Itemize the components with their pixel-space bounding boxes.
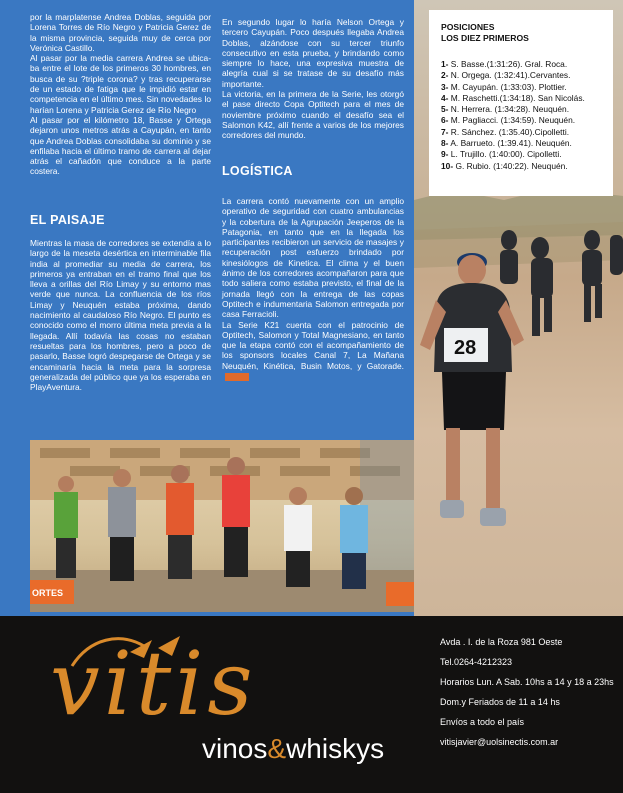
vitis-phone: Tel.0264-4212323: [440, 657, 513, 667]
position-item: 4- M. Raschetti.(1:34:18). San Nicolás.: [441, 92, 585, 103]
vitis-logo: vitis: [50, 632, 257, 735]
positions-title: POSICIONES LOS DIEZ PRIMEROS: [441, 22, 529, 43]
vitis-address: Avda . I. de la Roza 981 Oeste: [440, 637, 563, 647]
position-item: 7- R. Sánchez. (1:35.40).Cipolletti.: [441, 126, 570, 137]
article-paragraph: por la marplatense Andrea Doblas, seguida por Lorena Torres de Río Negro y Patricia Gerez de la misma provincia, seguida muy de cerca por Verónica Castillo.: [30, 12, 211, 53]
end-mark: [225, 373, 249, 381]
podium-banner-text: ORTES: [32, 588, 64, 598]
position-item: 3- M. Cayupán. (1:33:03). Plottier.: [441, 81, 567, 92]
vitis-contact-info: [440, 636, 618, 756]
bib-number: 28: [454, 337, 477, 359]
article-paragraph: Mientras la masa de corredores se extendía a lo largo de la meseta desértica en interminable fila india al promediar su media de carrera, los primeros ya entraban en el tramo final que los lleva a orillas del Río Limay y su entorno mas verde que nunca. La confluencia de los ríos Limay y Neuquén estaba próxima, dando nacimiento al caudaloso Río Negro. El punto es conocido como el morro última meta previa a la llegada. Allí todavía las cosas no estaban resueltas para los hombres, pero a poco de pasarlo, Basse logró despegarse de Ortega y se encaminaría hacia la meta para la sorpresa generalizada del público que ya los esperaba en PlayAventura.: [30, 238, 211, 393]
position-item: 6- M. Pagliacci. (1:34:59). Neuquén.: [441, 115, 576, 126]
podium-illustration: [30, 440, 414, 612]
article-column-2-lower: [222, 196, 404, 381]
position-item: 8- A. Barrueto. (1:39.41). Neuquén.: [441, 138, 572, 149]
article-paragraph: Al pasar por el kilómetro 18, Basse y Ortega dejaron unos metros atrás a Cayupán, en tanto que Andrea Doblas consolidaba su dominio y se enfilaba hacia el último tramo de carrera al dejar atrás el cañadón que conduce a la parte costera.: [30, 114, 211, 177]
vitis-hours: Horarios Lun. A Sab. 10hs a 14 y 18 a 23hs: [440, 677, 614, 687]
section-heading-paisaje: EL PAISAJE: [30, 213, 105, 227]
article-paragraph: Al pasar por la media carrera Andrea se ubica-ba entre el lote de los primeros 30 hombres, en busca de su ?triple corona? y tras recuperarse de un estado de fatiga que le impidió estar en competencia en el último mes. Sin novedades lo harían Lorena y Patricia Gerez de Río Negro: [30, 53, 211, 115]
vitis-shipping: Envíos a todo el país: [440, 717, 525, 727]
article-paragraph: En segundo lugar lo haría Nelson Ortega y tercero Cayupán. Poco después llegaba Andrea Doblas, alzándose con su tercer triunfo consecutivo en esta prueba, y brindando como siempre lo hace, una expresiva muestra de alegría cual si se tratase de su desafío más importante.: [222, 17, 404, 89]
position-item: 5- N. Herrera. (1:34:28). Neuquén.: [441, 104, 570, 115]
article-column-1-lower: [30, 238, 211, 392]
podium-photo: [30, 440, 414, 612]
vitis-tagline: vinos&whiskys: [202, 733, 385, 764]
article-paragraph: La Serie K21 cuenta con el patrocinio de Optitech, Salomon y Total Magnesiano, en tanto que la etapa contó con el acompañamiento de los sponsors locales Canal 7, La Mañana Neuquén, Kinética, Busin Motos, y Gatorade.: [222, 320, 404, 382]
section-heading-logistica: LOGÍSTICA: [222, 164, 293, 178]
article-column-1: [30, 12, 211, 177]
position-item: 2- N. Orgega. (1:32:41).Cervantes.: [441, 70, 571, 81]
article-column-2: [222, 17, 404, 141]
positions-list: [441, 59, 585, 172]
position-item: 10- G. Rubio. (1:40:22). Neuquén.: [441, 160, 568, 171]
position-item: 1- S. Basse.(1:31:26). Gral. Roca.: [441, 59, 568, 69]
article-paragraph: La victoria, en la primera de la Serie, les otorgó el pase directo Copa Optitech para el mes de noviembre próximo cuando el desafío sea el Salomon K42, allí frente a varios de los mejores corredores del mundo.: [222, 89, 404, 141]
position-item: 9- L. Trujillo. (1:40:00). Cipolletti.: [441, 149, 562, 160]
article-paragraph: La carrera contó nuevamente con un amplio operativo de seguridad con cuatro ambulancias y la cobertura de la Agrupación Jeeperos de la Patagonia, en tanto que en la llegada los participantes recibieron un servicio de masajes y recuperación post esfuerzo brindado por kinesiólogos de Kinetica. El clima y el buen ánimo de los corredores acompañaron para que todo saliera como estaba previsto, el final de la jornada llegó con la entrega de las copas Optitech e indumentaria Salomon entregada por casa Ferracioli.: [222, 196, 404, 320]
vitis-weekend-hours: Dom.y Feriados de 11 a 14 hs: [440, 697, 560, 707]
vitis-email[interactable]: vitisjavier@uolsinectis.com.ar: [440, 737, 559, 747]
